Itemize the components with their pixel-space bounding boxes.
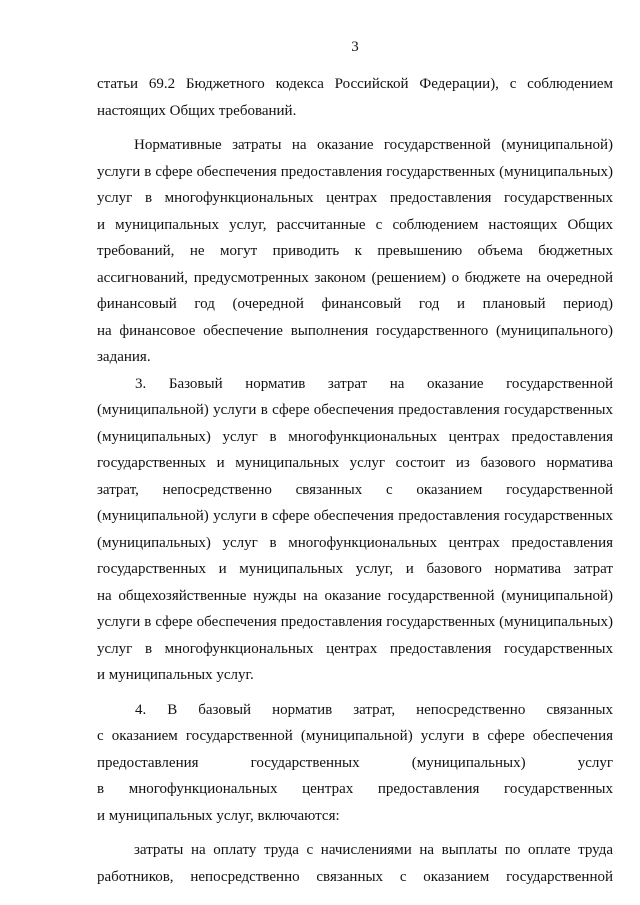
text-line: 4. В базовый норматив затрат, непосредственно связанных: [135, 701, 613, 718]
text-line: услуги в сфере обеспечения предоставления государственных (муниципальных): [97, 614, 613, 630]
text-line: государственных и муниципальных услуг, и базового норматива затрат: [97, 561, 613, 577]
document-body: [97, 71, 613, 890]
paragraph-labor-costs: [97, 837, 613, 890]
text-line: услуг в многофункциональных центрах предоставления государственных: [97, 190, 613, 206]
text-line: затраты на оплату труда с начислениями на выплаты по оплате труда: [134, 842, 613, 858]
page-number: 3: [351, 39, 359, 55]
text-line: (муниципальной) услуги в сфере обеспечения предоставления государственных: [97, 508, 613, 524]
text-line: в многофункциональных центрах предоставления государственных: [97, 781, 613, 797]
text-line: 3. Базовый норматив затрат на оказание государственной: [135, 375, 613, 392]
text-line: настоящих Общих требований.: [97, 102, 297, 119]
text-line: задания.: [97, 349, 151, 365]
text-line: (муниципальных) услуг в многофункциональных центрах предоставления: [97, 534, 613, 551]
text-line: предоставления государственных (муниципальных) услуг: [97, 754, 613, 771]
paragraph-normative-costs: [97, 132, 613, 371]
paragraph-item-4: [97, 697, 613, 830]
text-line: Нормативные затраты на оказание государственной (муниципальной): [134, 137, 613, 153]
text-line: финансовый год (очередной финансовый год и плановый период): [97, 296, 613, 312]
text-line: требований, не могут приводить к превышению объема бюджетных: [97, 243, 613, 259]
text-line: статьи 69.2 Бюджетного кодекса Российской Федерации), с соблюдением: [97, 76, 613, 92]
text-line: с оказанием государственной (муниципальной) услуги в сфере обеспечения: [97, 728, 613, 744]
text-line: работников, непосредственно связанных с оказанием государственной: [97, 868, 613, 885]
text-line: затрат, непосредственно связанных с оказанием государственной: [97, 481, 613, 498]
text-line: ассигнований, предусмотренных законом (решением) о бюджете на очередной: [97, 269, 613, 286]
text-line: (муниципальных) услуг в многофункциональных центрах предоставления: [97, 428, 613, 445]
text-line: услуги в сфере обеспечения предоставления государственных (муниципальных): [97, 163, 613, 180]
text-line: (муниципальной) услуги в сфере обеспечения предоставления государственных: [97, 402, 613, 418]
text-line: государственных и муниципальных услуг состоит из базового норматива: [97, 455, 613, 471]
text-line: на финансовое обеспечение выполнения государственного (муниципального): [97, 322, 613, 339]
document-page: [97, 0, 613, 905]
paragraph-item-3: [97, 371, 613, 689]
text-line: услуг в многофункциональных центрах предоставления государственных: [97, 640, 613, 657]
text-line: и муниципальных услуг, включаются:: [97, 807, 340, 824]
text-line: и муниципальных услуг, рассчитанные с соблюдением настоящих Общих: [97, 216, 613, 233]
text-line: на общехозяйственные нужды на оказание государственной (муниципальной): [97, 587, 613, 604]
text-line: и муниципальных услуг.: [97, 667, 254, 683]
paragraph-continuation: [97, 71, 613, 124]
